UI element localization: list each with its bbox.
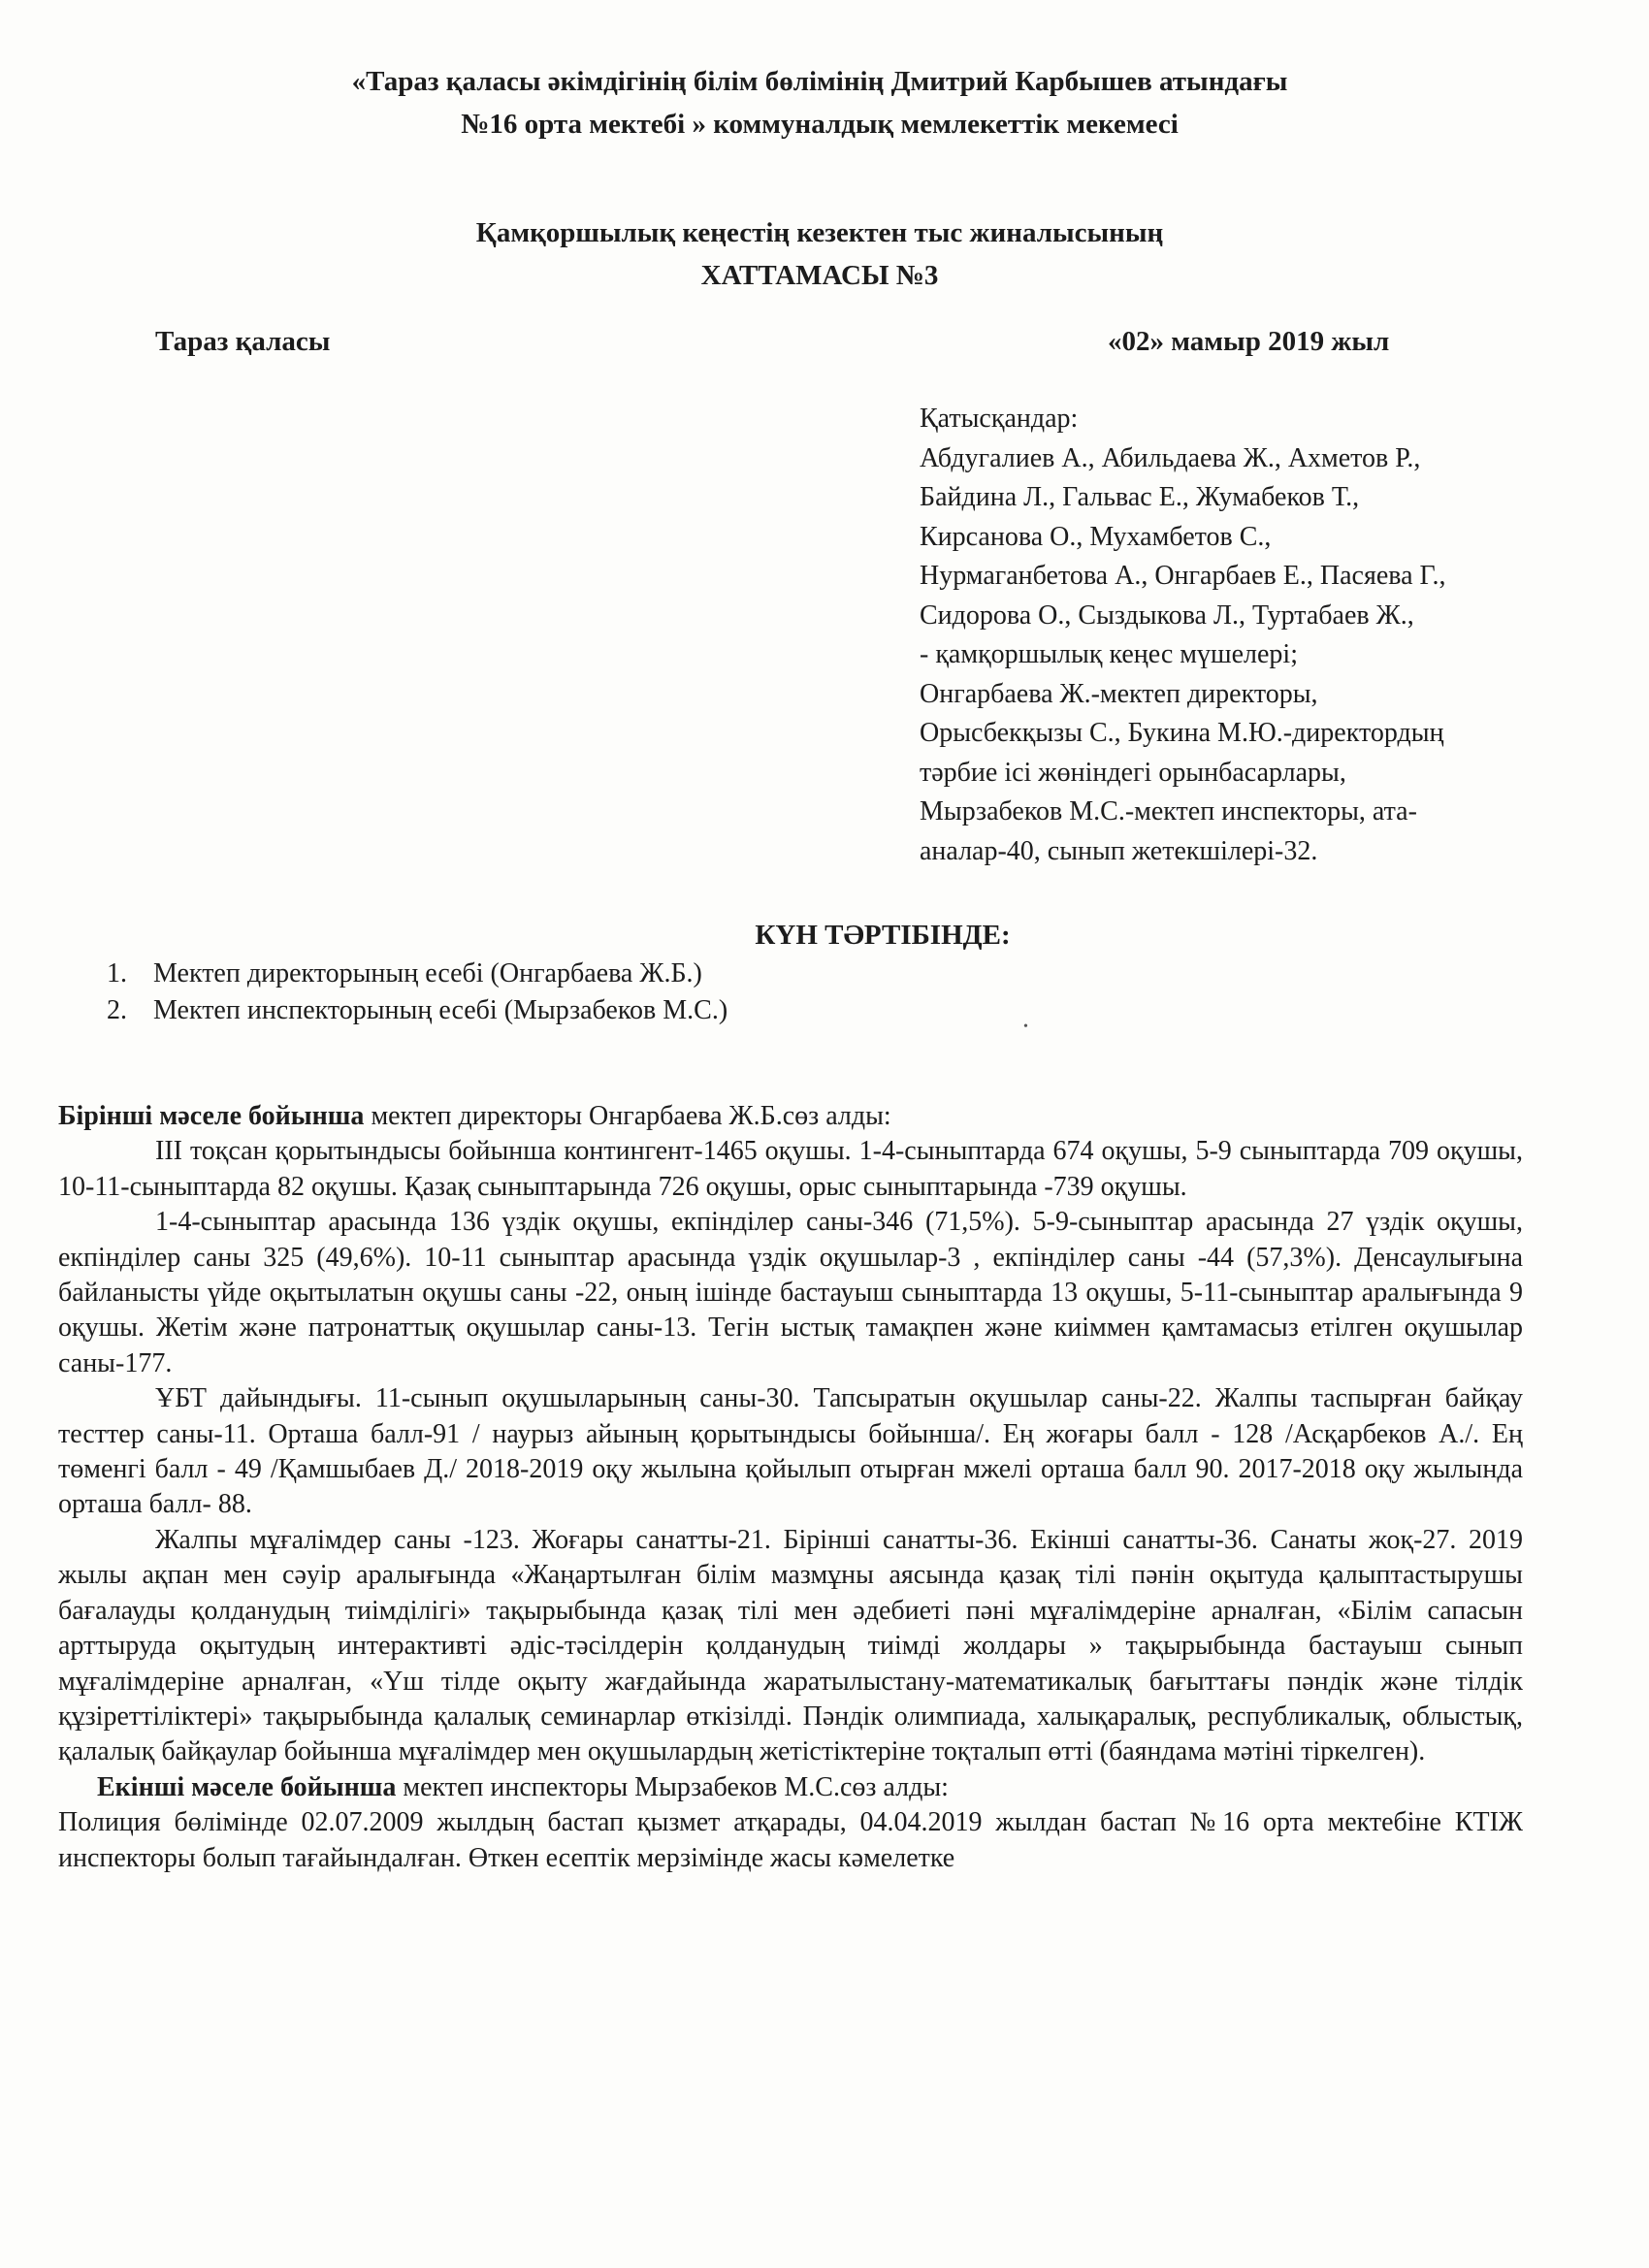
participants-line: - қамқоршылық кеңес мүшелері; [920, 639, 1298, 669]
paragraph-ubt: ҰБТ дайындығы. 11-сынып оқушыларының саны-30. Тапсыратын оқушылар саны-22. Жалпы таспырған байқау тесттер саны-11. Орташа балл-91 / наурыз айының қорытындысы бойынша/. Ең жоғары балл - 128 /Асқарбеков А./. Ең төменгі балл - 49 /Қамшыбаев Д./ 2018-2019 оқу жылына қойылып отырған мжелі орташа балл 90. 2017-2018 оқу жылында орташа балл- 88. [58, 1383, 1523, 1520]
participants-heading: Қатысқандар: [920, 404, 1079, 434]
protocol-body [58, 1099, 1523, 1876]
organization-header [155, 60, 1484, 146]
agenda-item-number: 1. [107, 958, 127, 988]
agenda-item-number: 2. [107, 995, 127, 1025]
city-label: Тараз қаласы [155, 326, 331, 357]
participants-line: Абдугалиев А., Абильдаева Ж., Ахметов Р., [920, 442, 1421, 473]
question-2-speaker: мектеп инспекторы Мырзабеков М.С.сөз алды: [396, 1771, 949, 1802]
participants-line: аналар-40, сынып жетекшілері-32. [920, 835, 1318, 866]
paragraph-contingent: ІІІ тоқсан қорытындысы бойынша контингент-1465 оқушы. 1-4-сыныптарда 674 оқушы, 5-9 сыныптарда 709 оқушы, 10-11-сыныптарда 82 оқушы. Қазақ сыныптарында 726 оқушы, орыс сыныптарында -739 оқушы. [58, 1136, 1523, 1202]
agenda-item-text: Мектеп инспекторының есебі (Мырзабеков М.С.) [153, 995, 728, 1025]
paragraph-performance: 1-4-сыныптар арасында 136 үздік оқушы, екпінділер саны-346 (71,5%). 5-9-сыныптар арасында 27 үздік оқушы, екпінділер саны 325 (49,6%). 10-11 сыныптар арасында үздік оқушылар-3 , екпінділер саны -44 (57,3%). Денсаулығына байланысты үйде оқытылатын оқушы саны -22, оның ішінде бастауыш сыныптарда 13 оқушы, 5-11-сыныптар аралығында 9 оқушы. Жетім және патронаттық оқушылар саны-13. Тегін ыстық тамақпен және киіммен қамтамасыз етілген оқушылар саны-177. [58, 1207, 1523, 1378]
agenda-heading: КҮН ТӘРТІБІНДЕ: [755, 920, 1011, 951]
participants-line: Сидорова О., Сыздыкова Л., Туртабаев Ж., [920, 599, 1414, 631]
agenda-item [107, 956, 728, 992]
question-2-lead: Екінші мәселе бойынша [97, 1771, 397, 1802]
question-1-intro [58, 1099, 1523, 1134]
agenda-item [107, 992, 728, 1029]
participants-line: Байдина Л., Гальвас Е., Жумабеков Т., [920, 482, 1360, 512]
participants-block [920, 400, 1540, 871]
protocol-title [155, 211, 1484, 297]
participants-line: Онгарбаева Ж.-мектеп директоры, [920, 678, 1318, 709]
org-line-1: «Тараз қаласы әкімдігінің білім бөлімінің Дмитрий Карбышев атындағы [351, 66, 1288, 97]
scan-speck-mark: • [1023, 1020, 1028, 1034]
org-line-2: №16 орта мектебі » коммуналдық мемлекеттік мекемесі [461, 109, 1179, 140]
title-line-2: ХАТТАМАСЫ №3 [700, 260, 939, 291]
agenda-list [107, 956, 728, 1029]
paragraph-teachers: Жалпы мұғалімдер саны -123. Жоғары санатты-21. Бірінші санатты-36. Екінші санатты-36. Санаты жоқ-27. 2019 жылы ақпан мен сәуір аралығында «Жаңартылған білім мазмұны аясында қазақ тілі пәнін оқытуда қалыптастырушы бағалауды қолданудың тиімділігі» тақырыбында қазақ тілі мен әдебиеті пәні мұғалімдеріне арналған, «Білім сапасын арттыруда оқытудың интерактивті әдіс-тәсілдерін қолданудың тиімді жолдары » тақырыбында бастауыш сынып мұғалімдеріне арналған, «Үш тілде оқыту жағдайында жаратылыстану-математикалық бағыттағы пәндік және тілдік құзіреттіліктері» тақырыбында қалалық семинарлар өткізілді. Пәндік олимпиада, халықаралық, республикалық, облыстық, қалалық байқаулар бойынша мұғалімдер мен оқушылардың жетістіктеріне тоқталып өтті (баяндама мәтіні тіркелген). [58, 1524, 1523, 1767]
participants-line: Орысбекқызы С., Букина М.Ю.-директордың [920, 718, 1444, 748]
date-label: «02» мамыр 2019 жыл [1108, 326, 1390, 357]
question-1-lead: Бірінші мәселе бойынша [58, 1101, 365, 1131]
question-2-intro [58, 1770, 1523, 1805]
paragraph-inspector: Полиция бөлімінде 02.07.2009 жылдың бастап қызмет атқарады, 04.04.2019 жылдан бастап №16 орта мектебіне КТІЖ инспекторы болып тағайындалған. Өткен есептік мерзімінде жасы кәмелетке [58, 1807, 1523, 1873]
agenda-item-text: Мектеп директорының есебі (Онгарбаева Ж.Б.) [153, 958, 702, 988]
title-line-1: Қамқоршылық кеңестің кезектен тыс жиналысының [475, 217, 1164, 248]
participants-line: Нурмаганбетова А., Онгарбаев Е., Пасяева Г., [920, 561, 1446, 591]
participants-line: тәрбие ісі жөніндегі орынбасарлары, [920, 757, 1346, 788]
question-1-speaker: мектеп директоры Онгарбаева Ж.Б.сөз алды: [364, 1101, 891, 1131]
participants-line: Мырзабеков М.С.-мектеп инспекторы, ата- [920, 796, 1417, 826]
participants-line: Кирсанова О., Мухамбетов С., [920, 521, 1272, 552]
